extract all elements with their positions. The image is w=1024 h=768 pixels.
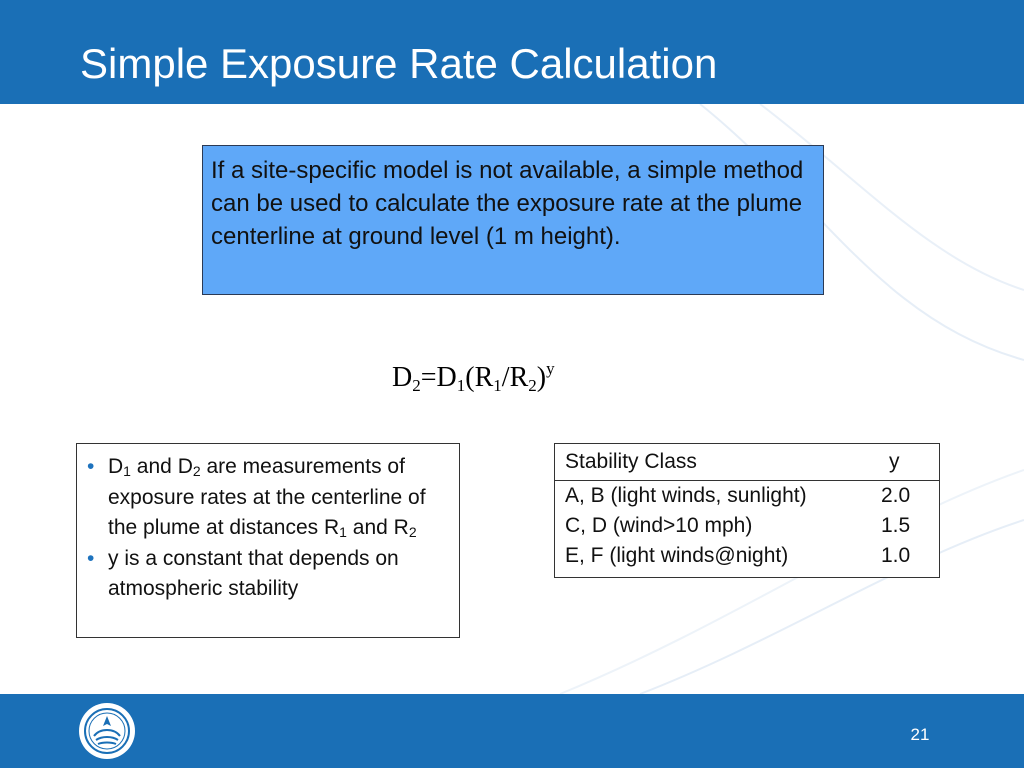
bullet-d: D bbox=[177, 455, 193, 478]
definitions-box bbox=[76, 443, 460, 638]
table-cell: E, F (light winds@night) bbox=[565, 544, 789, 567]
formula-d: D bbox=[392, 362, 413, 393]
formula-sub: 2 bbox=[528, 376, 537, 395]
bullet-sub: 1 bbox=[123, 463, 131, 479]
bullet-text: and bbox=[130, 455, 178, 478]
bullet-r: R bbox=[323, 516, 340, 539]
bullet-text: and bbox=[346, 516, 394, 539]
bullet-list bbox=[87, 452, 448, 605]
table-row bbox=[555, 481, 939, 512]
title-bar bbox=[0, 0, 1024, 104]
bullet-d: D bbox=[108, 455, 124, 478]
formula-sub: 2 bbox=[412, 376, 421, 395]
table-cell: A, B (light winds, sunlight) bbox=[565, 484, 807, 507]
table-cell: C, D (wind>10 mph) bbox=[565, 514, 753, 537]
bullet-item bbox=[87, 452, 448, 544]
bullet-item bbox=[87, 544, 448, 605]
stability-table bbox=[555, 444, 939, 571]
bullet-dot-icon: • bbox=[87, 546, 95, 570]
table-cell: 1.5 bbox=[881, 514, 911, 537]
table-cell: 1.0 bbox=[881, 544, 911, 567]
table-header-row bbox=[555, 444, 939, 481]
formula-r: R bbox=[509, 362, 529, 393]
bullet-sub: 1 bbox=[339, 524, 347, 540]
slide-title: Simple Exposure Rate Calculation bbox=[80, 40, 718, 87]
formula-d: D bbox=[436, 362, 457, 393]
formula-paren: ( bbox=[465, 362, 475, 393]
table-row bbox=[555, 541, 939, 571]
stability-table-box bbox=[554, 443, 940, 578]
formula-exponent: y bbox=[546, 359, 555, 378]
bullet-text: y is a constant that depends on atmospheric stability bbox=[108, 546, 399, 600]
epa-seal-logo-icon bbox=[78, 702, 136, 760]
table-header-cell: Stability Class bbox=[555, 444, 865, 481]
formula-sub: 1 bbox=[456, 376, 466, 395]
formula-slash: / bbox=[501, 362, 510, 393]
bullet-text: are measurements of exposure rates at the centerline of the plume at distances bbox=[108, 455, 426, 539]
formula bbox=[392, 358, 555, 398]
table-cell: 2.0 bbox=[881, 484, 911, 507]
formula-equals: = bbox=[420, 362, 437, 393]
intro-callout bbox=[202, 145, 824, 295]
bullet-r: R bbox=[393, 516, 409, 539]
bullet-sub: 2 bbox=[192, 463, 201, 479]
formula-sub: 1 bbox=[493, 376, 502, 395]
footer-bar bbox=[0, 694, 1024, 768]
bullet-sub: 2 bbox=[408, 524, 417, 540]
formula-paren: ) bbox=[536, 362, 547, 393]
table-row bbox=[555, 511, 939, 541]
bullet-dot-icon: • bbox=[87, 455, 95, 478]
intro-text: If a site-specific model is not available, a simple method can be used to calculate the exposure rate at the plume centerline at ground level (1 m height). bbox=[211, 157, 804, 250]
table-header-cell: y bbox=[865, 444, 939, 481]
formula-r: R bbox=[474, 362, 494, 393]
page-number: 21 bbox=[910, 725, 930, 744]
